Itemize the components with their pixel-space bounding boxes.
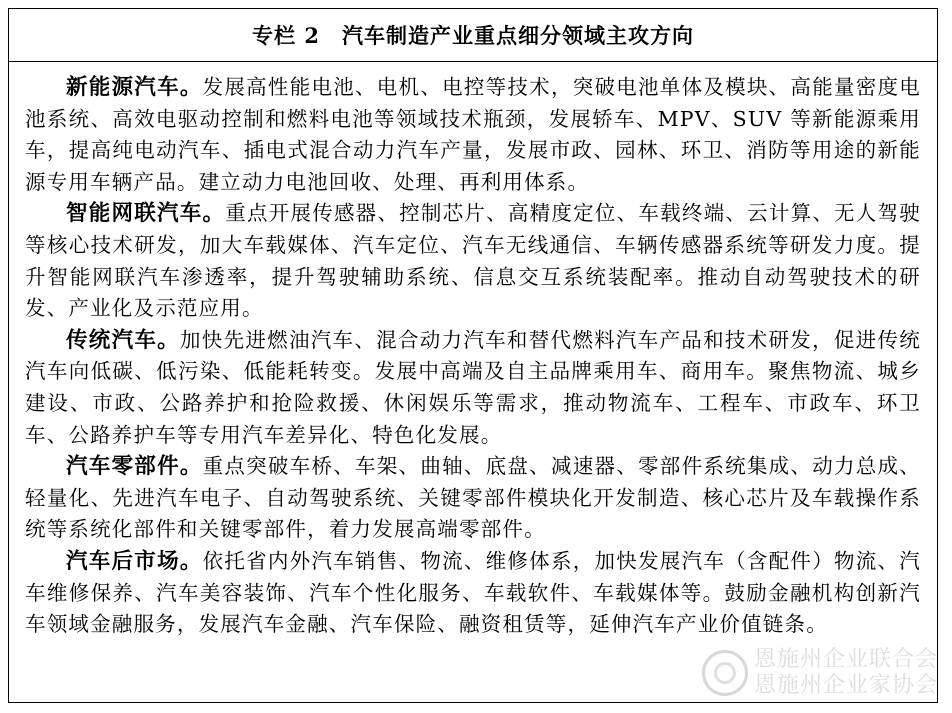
box-content: [9, 62, 937, 641]
section-new-energy: [25, 72, 921, 198]
box-title: 汽车制造产业重点细分领域主攻方向: [341, 23, 694, 48]
section-intelligent-connected: [25, 198, 921, 324]
section-heading: 智能网联汽车。: [66, 201, 226, 227]
section-text: 发展高性能电池、电机、电控等技术，突破电池单体及模块、高能量密度电池系统、高效电驱动控制和燃料电池等领域技术瓶颈，发展轿车、MPV、SUV 等新能源乘用车，提高纯电动汽车、插电式混合动力汽车产量，发展市政、园林、环卫、消防等用途的新能源专用车辆产品。建立动力电池回收、处理、再利用体系。: [25, 75, 921, 194]
box-title-bar: [9, 9, 937, 62]
section-heading: 汽车后市场。: [66, 548, 203, 574]
section-parts: [25, 451, 921, 546]
feature-box: [8, 8, 938, 703]
section-text: 重点开展传感器、控制芯片、高精度定位、车载终端、云计算、无人驾驶等核心技术研发，加大车载媒体、汽车定位、汽车无线通信、车辆传感器系统等研发力度。提升智能网联汽车渗透率，提升驾驶辅助系统、信息交互系统装配率。推动自动驾驶技术的研发、产业化及示范应用。: [25, 201, 921, 321]
section-heading: 新能源汽车。: [66, 75, 203, 100]
section-heading: 汽车零部件。: [66, 454, 203, 480]
watermark-line-1: 恩施州企业联合会: [753, 647, 938, 672]
section-aftermarket: [25, 546, 921, 641]
box-label: 专栏 2: [252, 23, 320, 48]
watermark-line-2: 恩施州企业家协会: [753, 673, 938, 698]
section-traditional: [25, 325, 921, 451]
section-heading: 传统汽车。: [66, 327, 180, 353]
section-text: 依托省内外汽车销售、物流、维修体系，加快发展汽车（含配件）物流、汽车维修保养、汽车美容装饰、汽车个性化服务、车载软件、车载媒体等。鼓励金融机构创新汽车领域金融服务，发展汽车金融、汽车保险、融资租赁等，延伸汽车产业价值链条。: [25, 548, 921, 637]
section-text: 重点突破车桥、车架、曲轴、底盘、减速器、零部件系统集成、动力总成、轻量化、先进汽车电子、自动驾驶系统、关键零部件模块化开发制造、核心芯片及车载操作系统等系统化部件和关键零部件，着力发展高端零部件。: [25, 454, 921, 542]
section-text: 加快先进燃油汽车、混合动力汽车和替代燃料汽车产品和技术研发，促进传统汽车向低碳、低污染、低能耗转变。发展中高端及自主品牌乘用车、商用车。聚焦物流、城乡建设、市政、公路养护和抢险救援、休闲娱乐等需求，推动物流车、工程车、市政车、环卫车、公路养护车等专用汽车差异化、特色化发展。: [25, 327, 921, 447]
